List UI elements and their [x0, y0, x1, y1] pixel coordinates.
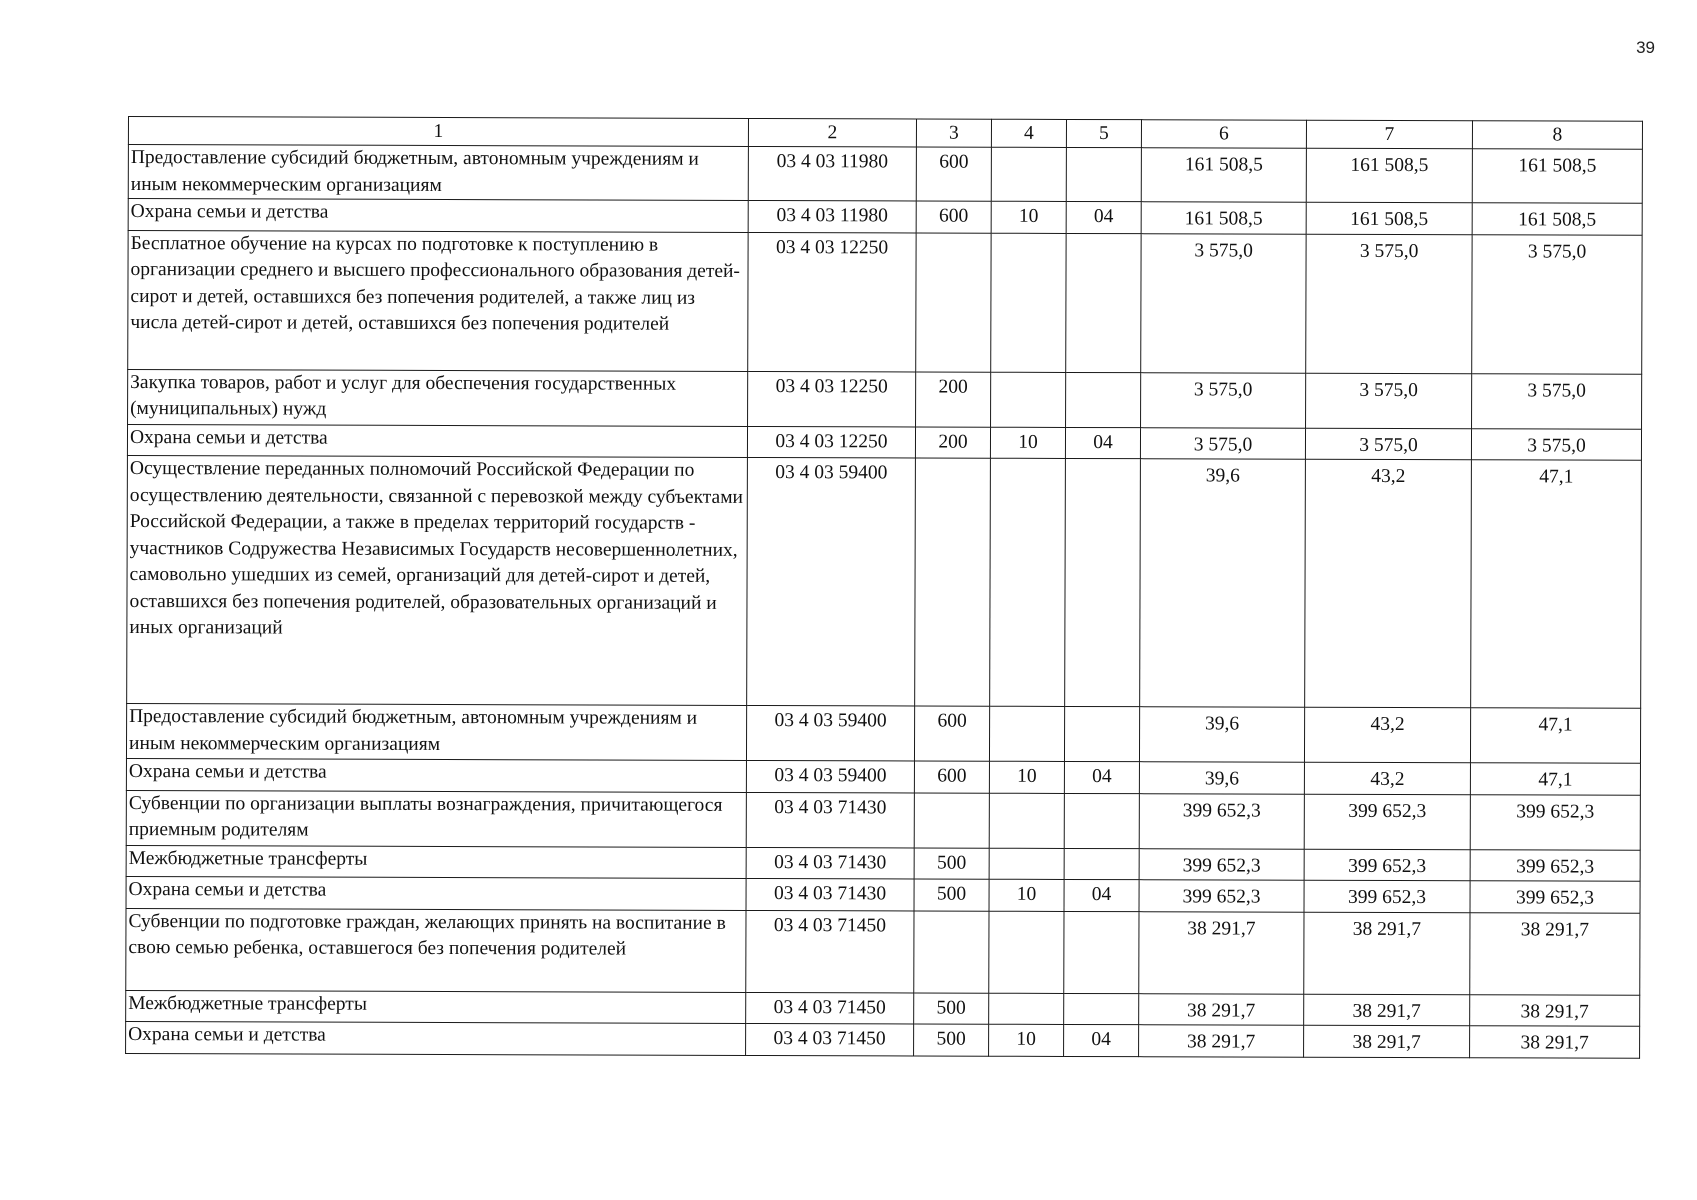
row-amount-8: 47,1: [1471, 460, 1642, 709]
row-code: 03 4 03 12250: [748, 371, 916, 427]
row-code: 03 4 03 11980: [748, 146, 916, 201]
row-col3: 500: [914, 1024, 989, 1056]
row-amount-6: 39,6: [1139, 707, 1304, 763]
column-header: 3: [916, 119, 991, 147]
table-row: [126, 1021, 1640, 1057]
row-col3: [914, 792, 989, 847]
row-code: 03 4 03 11980: [748, 200, 916, 232]
row-col3: [915, 458, 991, 706]
row-col3: 600: [916, 201, 991, 233]
row-amount-8: 3 575,0: [1472, 234, 1642, 374]
column-header: 6: [1141, 120, 1306, 149]
row-col4: [989, 911, 1064, 993]
row-amount-7: 38 291,7: [1304, 912, 1470, 995]
row-amount-8: 38 291,7: [1470, 994, 1640, 1026]
column-header: 7: [1306, 120, 1472, 149]
row-code: 03 4 03 71450: [746, 910, 914, 993]
row-col4: 10: [989, 1024, 1064, 1056]
row-col3: 600: [916, 147, 991, 201]
row-amount-8: 161 508,5: [1472, 149, 1642, 204]
row-amount-7: 3 575,0: [1306, 234, 1472, 374]
column-header: 4: [991, 119, 1066, 147]
row-col5: [1066, 372, 1141, 427]
row-amount-8: 47,1: [1470, 763, 1640, 795]
row-amount-6: 3 575,0: [1140, 427, 1305, 459]
row-code: 03 4 03 12250: [748, 232, 916, 372]
row-name: Субвенции по подготовке граждан, желающих принять на воспитание в свою семью ребенка, оставшегося без попечения родителей: [126, 908, 746, 992]
row-amount-7: 43,2: [1304, 707, 1470, 763]
row-col5: [1064, 848, 1139, 880]
budget-table: [125, 116, 1643, 1058]
row-amount-8: 399 652,3: [1470, 849, 1640, 881]
row-amount-7: 161 508,5: [1306, 148, 1472, 203]
table-row: [126, 990, 1640, 1026]
row-col4: [989, 848, 1064, 880]
column-header: 1: [128, 117, 748, 147]
row-amount-8: 3 575,0: [1472, 373, 1642, 429]
row-col4: [991, 233, 1066, 372]
row-amount-7: 3 575,0: [1305, 428, 1471, 460]
row-code: 03 4 03 59400: [747, 457, 916, 706]
row-col4: 10: [989, 879, 1064, 911]
table-row: [128, 199, 1642, 235]
row-name: Охрана семьи и детства: [128, 199, 748, 232]
row-amount-6: 38 291,7: [1139, 911, 1304, 994]
row-col3: 600: [914, 706, 989, 761]
row-amount-8: 38 291,7: [1470, 1026, 1640, 1058]
row-amount-8: 38 291,7: [1470, 912, 1640, 995]
row-name: Осуществление переданных полномочий Российской Федерации по осуществлению деятельности, связанной с перевозкой между субъектами Российской Федерации, а также в пределах территорий государств - участников Содружества Независимых Государств несовершеннолетних, самовольно ушедших из семей, организаций для детей-сирот и детей, оставшихся без попечения родителей, образовательных организаций и иных организаций: [127, 455, 748, 705]
row-amount-8: 3 575,0: [1471, 428, 1641, 460]
row-col5: [1066, 147, 1141, 201]
row-col3: 500: [914, 879, 989, 911]
table-row: [128, 230, 1642, 374]
row-amount-8: 399 652,3: [1470, 794, 1640, 850]
row-amount-7: 43,2: [1304, 762, 1470, 794]
row-col5: [1064, 706, 1139, 761]
row-code: 03 4 03 71430: [746, 878, 914, 910]
row-amount-6: 38 291,7: [1139, 993, 1304, 1025]
row-amount-6: 399 652,3: [1139, 880, 1304, 912]
row-name: Предоставление субсидий бюджетным, автономным учреждениям и иным некоммерческим организациям: [128, 145, 748, 201]
row-amount-7: 161 508,5: [1306, 202, 1472, 234]
row-col4: 10: [991, 201, 1066, 233]
row-col5: [1064, 993, 1139, 1025]
row-col5: [1064, 793, 1139, 848]
row-amount-6: 38 291,7: [1139, 1025, 1304, 1057]
row-amount-8: 161 508,5: [1472, 203, 1642, 235]
row-name: Охрана семьи и детства: [126, 758, 746, 791]
row-col5: 04: [1064, 761, 1139, 793]
row-col4: [989, 793, 1064, 848]
row-col4: [989, 706, 1064, 761]
row-col4: [989, 993, 1064, 1025]
row-code: 03 4 03 71430: [746, 847, 914, 879]
row-col4: 10: [989, 761, 1064, 793]
table-row: [126, 758, 1640, 794]
row-col3: [916, 232, 991, 371]
row-name: Охрана семьи и детства: [127, 424, 747, 457]
row-col4: [991, 147, 1066, 201]
row-amount-8: 47,1: [1470, 708, 1640, 764]
row-col5: [1065, 458, 1141, 706]
row-amount-6: 161 508,5: [1141, 202, 1306, 234]
row-col4: [990, 458, 1066, 706]
table-row: [127, 455, 1642, 708]
row-col3: [914, 910, 989, 992]
row-col3: 500: [914, 847, 989, 879]
table-row: [128, 369, 1642, 429]
row-name: Закупка товаров, работ и услуг для обеспечения государственных (муниципальных) нужд: [128, 369, 748, 426]
row-col5: 04: [1065, 427, 1140, 459]
page-number: 39: [1636, 38, 1655, 57]
row-col3: 500: [914, 992, 989, 1024]
row-name: Межбюджетные трансферты: [126, 845, 746, 878]
row-code: 03 4 03 59400: [746, 760, 914, 792]
row-col4: 10: [990, 427, 1065, 459]
row-name: Субвенции по организации выплаты вознаграждения, причитающегося приемным родителям: [126, 790, 746, 847]
row-amount-7: 399 652,3: [1304, 849, 1470, 881]
row-col5: 04: [1064, 879, 1139, 911]
row-amount-8: 399 652,3: [1470, 881, 1640, 913]
row-code: 03 4 03 59400: [746, 705, 914, 761]
row-code: 03 4 03 71450: [746, 992, 914, 1024]
row-code: 03 4 03 71430: [746, 792, 914, 848]
row-col5: 04: [1064, 1024, 1139, 1056]
row-amount-6: 39,6: [1140, 459, 1306, 708]
row-amount-6: 3 575,0: [1141, 372, 1306, 428]
row-name: Бесплатное обучение на курсах по подготовке к поступлению в организации среднего и высшего профессионального образования детей-сирот и детей, оставшихся без попечения родителей, а также лиц из числа детей-сирот и детей, оставшихся без попечения родителей: [128, 230, 748, 371]
row-code: 03 4 03 12250: [747, 426, 915, 458]
row-name: Охрана семьи и детства: [126, 876, 746, 909]
table-row: [127, 424, 1641, 460]
row-amount-7: 38 291,7: [1304, 994, 1470, 1026]
row-col5: [1064, 911, 1139, 993]
row-amount-6: 161 508,5: [1141, 148, 1306, 203]
row-amount-7: 3 575,0: [1306, 373, 1472, 429]
row-name: Предоставление субсидий бюджетным, автономным учреждениям и иным некоммерческим организациям: [126, 703, 746, 760]
column-header: 5: [1066, 119, 1141, 147]
table-row: [126, 845, 1640, 881]
row-col3: 600: [914, 761, 989, 793]
row-name: Межбюджетные трансферты: [126, 990, 746, 1023]
row-amount-6: 399 652,3: [1139, 848, 1304, 880]
row-amount-7: 399 652,3: [1304, 880, 1470, 912]
row-col3: 200: [916, 371, 991, 426]
row-amount-6: 3 575,0: [1141, 233, 1306, 373]
row-amount-6: 39,6: [1139, 762, 1304, 794]
row-amount-6: 399 652,3: [1139, 793, 1304, 849]
row-col4: [991, 372, 1066, 427]
table-row: [126, 790, 1640, 850]
row-col3: 200: [915, 426, 990, 458]
row-amount-7: 399 652,3: [1304, 794, 1470, 850]
table-row: [128, 145, 1642, 204]
table-row: [126, 703, 1640, 763]
row-name: Охрана семьи и детства: [126, 1021, 746, 1054]
row-amount-7: 38 291,7: [1304, 1025, 1470, 1057]
row-col5: [1066, 233, 1141, 372]
column-header: 8: [1472, 121, 1642, 150]
row-amount-7: 43,2: [1305, 459, 1472, 708]
column-header: 2: [748, 118, 916, 147]
row-code: 03 4 03 71450: [746, 1023, 914, 1055]
row-col5: 04: [1066, 201, 1141, 233]
table-row: [126, 876, 1640, 912]
table-row: [126, 908, 1640, 995]
